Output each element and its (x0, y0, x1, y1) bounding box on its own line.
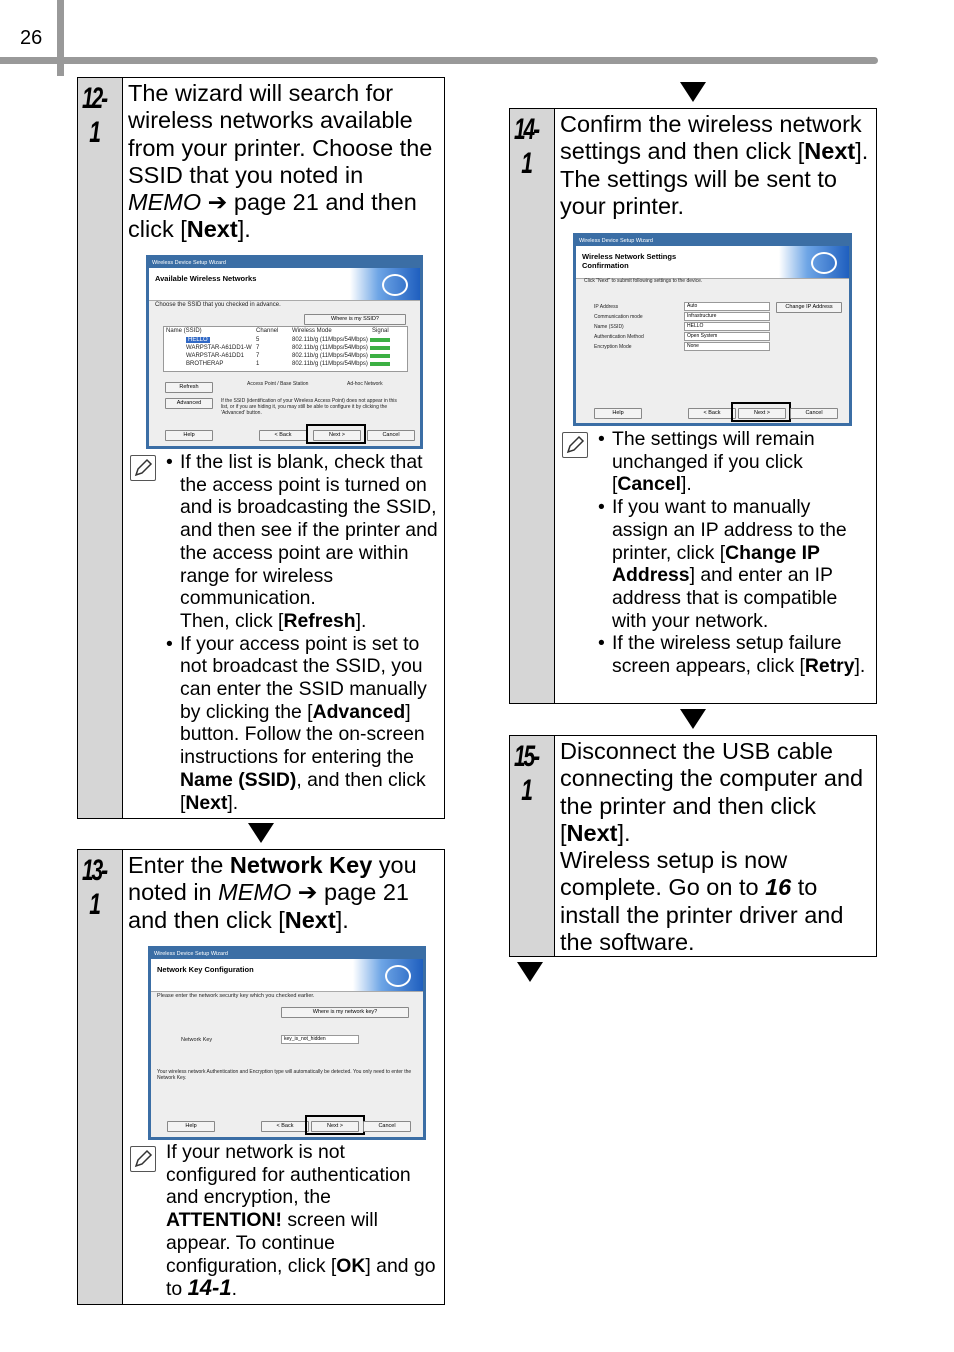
field-value: Auto (684, 302, 770, 311)
instruction-text: ]. (617, 819, 631, 846)
note-text: ]. (854, 655, 866, 678)
wizard-title: Available Wireless Networks (155, 274, 257, 283)
next-button-highlight (731, 402, 791, 422)
network-row-channel: 5 (256, 337, 260, 343)
wizard-title: Wireless Network Settings Confirmation (582, 252, 677, 270)
step-number-column (78, 78, 123, 818)
cancel-button[interactable]: Cancel (367, 430, 415, 441)
note-text: ] button. Follow the on-screen instructions for entering the (180, 700, 425, 769)
memo-ref: MEMO (128, 189, 202, 216)
step-number: 13-1 (81, 854, 107, 921)
note-item (166, 633, 438, 815)
cancel-ref: Cancel (617, 473, 681, 496)
step-number: 14-1 (513, 113, 539, 180)
note-text: Then, click [ (180, 609, 284, 632)
next-ref: Next (804, 138, 856, 165)
note-text: The settings will remain unchanged if you click [ (612, 428, 815, 496)
window-title: Wireless Device Setup Wizard (149, 258, 420, 268)
next-button-highlight (306, 424, 366, 444)
note-item (598, 428, 870, 496)
next-button[interactable]: Next > (738, 408, 786, 419)
note-text: If you want to manually assign an IP address to the printer, click [ (612, 496, 847, 564)
network-row-name[interactable]: HELLO (188, 337, 208, 343)
network-row-mode: 802.11b/g (11Mbps/54Mbps) (292, 361, 368, 367)
instruction-text: Confirm the wireless network settings and then click [ (560, 111, 862, 165)
wizard-screenshot-network-key (148, 946, 426, 1140)
wizard-instruction: Click "Next" to submit following settings to the device. (584, 278, 703, 284)
note-text: If the list is blank, check that the access point is turned on and is broadcasting the SSID, and then see if the printer and the access point are within range for wireless communication. (180, 451, 438, 610)
network-row-name[interactable]: WARPSTAR-A61DD1 (186, 353, 245, 359)
field-value: Infrastructure (684, 312, 770, 321)
step-number-column (510, 736, 555, 956)
note-text: , and then click [ (180, 768, 426, 814)
wizard-header (151, 959, 423, 992)
wireless-logo-icon (353, 959, 423, 991)
back-button[interactable]: < Back (261, 1121, 309, 1132)
network-row-name[interactable]: BROTHERAP (186, 361, 224, 367)
page-number: 26 (20, 27, 43, 49)
signal-bars-icon (370, 338, 390, 366)
help-button[interactable]: Help (165, 430, 213, 441)
network-list[interactable] (163, 326, 408, 372)
field-label: Authentication Method (594, 334, 644, 340)
wireless-logo-icon (779, 246, 849, 278)
network-row-mode: 802.11b/g (11Mbps/54Mbps) (292, 337, 368, 343)
column-header: Channel (256, 328, 279, 334)
step-number: 15-1 (513, 740, 539, 807)
step-number: 12-1 (81, 82, 107, 149)
field-value: None (684, 342, 770, 351)
ok-ref: OK (336, 1254, 366, 1277)
note-text: ] and enter an IP address that is compatible with your network. (612, 564, 838, 632)
note-text: ]. (355, 609, 367, 632)
where-ssid-button[interactable]: Where is my SSID? (304, 314, 406, 325)
advanced-button[interactable]: Advanced (165, 398, 213, 409)
arrow-icon: ➔ (207, 189, 228, 216)
field-value: Open System (684, 332, 770, 341)
next-button[interactable]: Next > (313, 430, 361, 441)
header-rule (0, 57, 878, 64)
note-text: screen will appear. To continue configuration, click [ (166, 1209, 378, 1277)
down-arrow-icon (248, 823, 274, 843)
instruction-text: page 21 and then click [ (128, 879, 409, 933)
instruction-text: ]. (335, 906, 349, 933)
wizard-screenshot-confirmation (573, 233, 852, 426)
network-key-label: Network Key (181, 1037, 213, 1043)
step-instruction (560, 111, 870, 220)
instruction-text: Disconnect the USB cable connecting the computer and the printer and then click [ (560, 738, 864, 846)
instruction-text: to install the printer driver and the software. (560, 874, 844, 956)
change-ip-ref: Change IP Address (612, 541, 820, 587)
note-item (166, 451, 438, 633)
next-button-highlight (305, 1115, 365, 1135)
instruction-text: The wizard will search for wireless networks available from your printer. Choose the SSID that you noted in (128, 80, 433, 188)
wizard-header (576, 246, 849, 279)
note-text: ]. (227, 791, 239, 814)
step-14-1 (509, 108, 877, 704)
next-ref: Next (566, 819, 618, 846)
retry-ref: Retry (804, 655, 855, 678)
network-row-channel: 7 (256, 353, 260, 359)
wizard-screenshot-networks (146, 255, 423, 449)
step-instruction (128, 80, 438, 244)
attention-ref: ATTENTION! (166, 1209, 282, 1232)
network-row-channel: 7 (256, 345, 260, 351)
instruction-text: ]. The settings will be sent to your printer. (560, 138, 869, 219)
step-15-1 (509, 735, 877, 957)
instruction-text: ]. (237, 216, 251, 243)
note-block (166, 1141, 436, 1301)
advanced-ref: Advanced (312, 700, 406, 723)
step-12-1 (77, 77, 445, 819)
note-text: If your network is not configured for authentication and encryption, the (166, 1141, 411, 1209)
memo-ref: MEMO (218, 879, 292, 906)
step-13-1 (77, 849, 445, 1305)
network-row-mode: 802.11b/g (11Mbps/54Mbps) (292, 345, 368, 351)
field-label: Communication mode (594, 314, 643, 320)
wizard-title: Network Key Configuration (157, 965, 254, 974)
step-instruction (560, 738, 870, 956)
note-pencil-icon (130, 455, 156, 481)
note-block (598, 428, 870, 678)
instruction-text: you noted in (128, 852, 417, 906)
note-text: ]. (680, 473, 692, 496)
network-key-ref: Network Key (229, 852, 373, 878)
name-ssid-ref: Name (SSID) (180, 768, 297, 791)
note-pencil-icon (130, 1146, 156, 1172)
back-button[interactable]: < Back (259, 430, 307, 441)
wizard-footnote: Your wireless network Authentication and Encryption type will automatically be detected. You only need to enter the Network Key. (157, 1069, 412, 1081)
step-number-column (78, 850, 123, 1304)
step-number-column (510, 109, 555, 703)
note-text: If the wireless setup failure screen appears, click [ (612, 632, 842, 678)
field-label: Name (SSID) (594, 324, 624, 330)
margin-rule (57, 0, 64, 76)
instruction-text: Enter the (128, 852, 230, 878)
next-ref: Next (185, 791, 228, 814)
cancel-button[interactable]: Cancel (363, 1121, 411, 1132)
note-pencil-icon (562, 432, 588, 458)
arrow-icon: ➔ (297, 879, 318, 906)
instruction-text: page 21 and then click [ (128, 189, 417, 243)
help-button[interactable]: Help (594, 408, 642, 419)
note-text: . (231, 1278, 237, 1301)
field-label: IP Address (594, 304, 619, 310)
change-ip-button[interactable]: Change IP Address (776, 302, 842, 313)
wizard-instruction: Choose the SSID that you checked in advance. (155, 302, 281, 308)
network-key-input[interactable]: key_is_not_hidden (281, 1035, 359, 1044)
instruction-text: Wireless setup is now complete. Go on to (560, 847, 788, 901)
wireless-logo-icon (350, 268, 420, 300)
note-item (598, 496, 870, 632)
advanced-note: If the SSID (identification of your Wireless Access Point) does not appear in this list, or if you are hiding it, you may still be able to configure it by clicking the 'Advanced' button. (221, 398, 397, 416)
note-text: If your access point is set to not broadcast the SSID, you can enter the SSID manually by clicking the [ (180, 632, 427, 723)
down-arrow-icon (517, 962, 543, 982)
cancel-button[interactable]: Cancel (790, 408, 838, 419)
step-ref-link[interactable]: 16 (765, 874, 792, 901)
network-row-name[interactable]: WARPSTAR-A61DD1-W (186, 345, 252, 351)
field-value: HELLO (684, 322, 770, 331)
down-arrow-icon (680, 82, 706, 102)
window-title: Wireless Device Setup Wizard (151, 949, 423, 959)
note-text: ] and go to (166, 1254, 436, 1301)
wizard-instruction: Please enter the network security key which you checked earlier. (157, 993, 315, 999)
back-button[interactable]: < Back (688, 408, 736, 419)
step-ref-link[interactable]: 14-1 (187, 1275, 232, 1301)
legend-adhoc: Ad-hoc Network (347, 381, 383, 387)
next-button[interactable]: Next > (311, 1121, 359, 1132)
note-block (166, 451, 438, 814)
refresh-button[interactable]: Refresh (165, 382, 213, 393)
window-title: Wireless Device Setup Wizard (576, 236, 849, 246)
next-ref: Next (186, 216, 238, 243)
column-header: Name (SSID) (166, 328, 202, 334)
column-header: Wireless Mode (292, 328, 332, 334)
wizard-header (149, 268, 420, 301)
column-header: Signal (372, 328, 389, 334)
legend-access-point: Access Point / Base Station (247, 381, 309, 387)
down-arrow-icon (680, 709, 706, 729)
help-button[interactable]: Help (167, 1121, 215, 1132)
network-row-channel: 1 (256, 361, 260, 367)
field-label: Encryption Mode (594, 344, 632, 350)
next-ref: Next (284, 906, 336, 933)
step-instruction (128, 852, 438, 934)
network-row-mode: 802.11b/g (11Mbps/54Mbps) (292, 353, 368, 359)
note-item (598, 632, 870, 677)
where-key-button[interactable]: Where is my network key? (281, 1007, 409, 1018)
refresh-ref: Refresh (283, 609, 356, 632)
